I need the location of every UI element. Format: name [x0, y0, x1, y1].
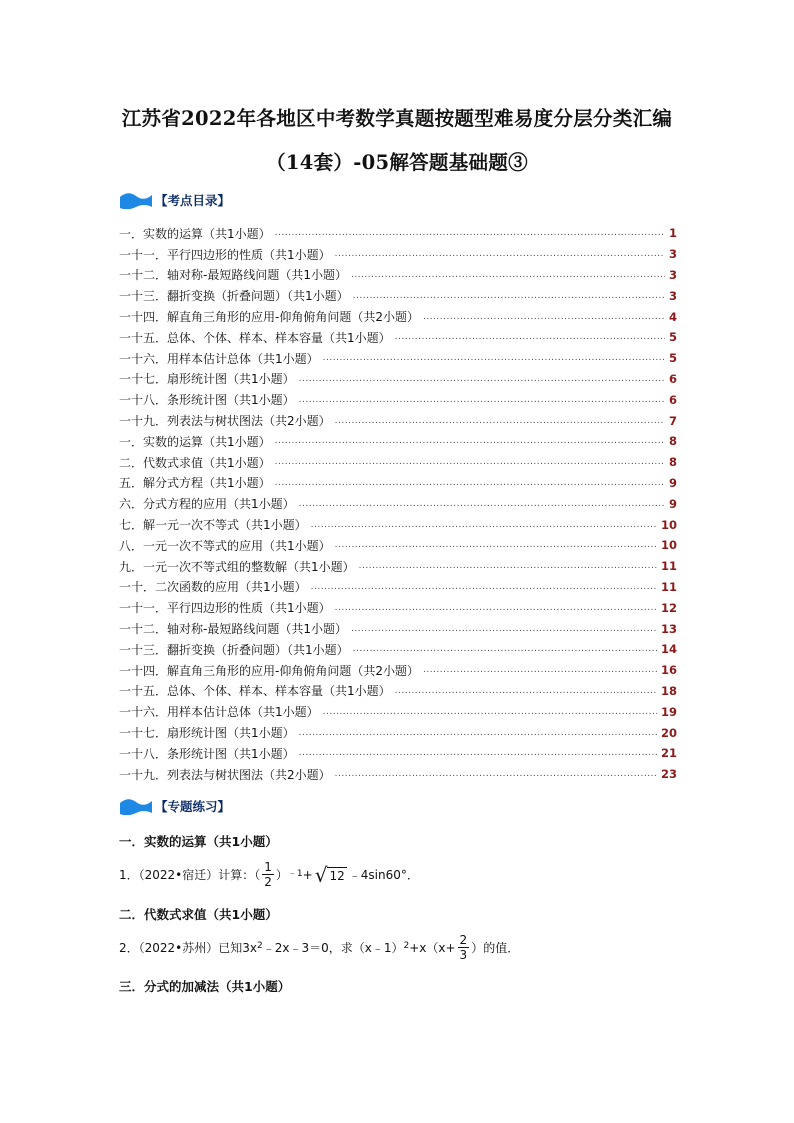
question-2-mid: ﹣2x﹣3＝0，求（x﹣1） [262, 941, 404, 955]
toc-entry-label: 一十七．扇形统计图（共1小题） [119, 372, 295, 387]
toc-entry-label: 一十二．轴对称-最短路线问题（共1小题） [119, 622, 347, 637]
question-2-prefix: 2．（2022•苏州）已知3x [119, 941, 257, 955]
dot-leader [359, 561, 657, 571]
toc-entry-label: 一．实数的运算（共1小题） [119, 434, 271, 449]
toc-entry[interactable] [119, 452, 677, 473]
toc-entry[interactable] [119, 244, 677, 265]
toc-entry-page-number: 19 [660, 704, 677, 719]
toc-entry-label: 一十四．解直角三角形的应用-仰角俯角问题（共2小题） [119, 310, 419, 325]
toc-entry[interactable] [119, 764, 677, 785]
fraction-denominator: 3 [459, 948, 468, 962]
dot-leader [275, 228, 665, 238]
dot-leader [323, 707, 657, 717]
toc-entry[interactable] [119, 681, 677, 702]
toc-entry[interactable] [119, 473, 677, 494]
toc-entry-label: 五．解分式方程（共1小题） [119, 476, 271, 491]
exponent: 2 [403, 940, 410, 951]
question-group-heading: 一．实数的运算（共1小题） [119, 834, 278, 849]
toc-entry[interactable] [119, 389, 677, 410]
table-of-contents [119, 223, 677, 785]
toc-entry[interactable] [119, 535, 677, 556]
toc-entry-label: 九．一元一次不等式组的整数解（共1小题） [119, 559, 355, 574]
exponent: ﹣1 [287, 869, 303, 879]
fraction-numerator: 1 [264, 860, 272, 874]
toc-entry-page-number: 4 [668, 309, 677, 324]
toc-entry[interactable] [119, 556, 677, 577]
toc-entry-label: 一十八．条形统计图（共1小题） [119, 393, 295, 408]
question-1-tail: ﹣4sin60°． [348, 868, 419, 882]
dot-leader [353, 291, 665, 301]
toc-entry-label: 一十一．平行四边形的性质（共1小题） [119, 601, 331, 616]
toc-entry-page-number: 11 [660, 579, 677, 594]
toc-entry-page-number: 14 [660, 642, 677, 657]
toc-entry-label: 一十八．条形统计图（共1小题） [119, 746, 295, 761]
dot-leader [335, 416, 665, 426]
toc-entry[interactable] [119, 514, 677, 535]
toc-entry-page-number: 16 [660, 663, 677, 678]
toc-entry[interactable] [119, 369, 677, 390]
question-1 [119, 860, 419, 889]
fraction-denominator: 2 [264, 875, 272, 889]
fraction-numerator: 2 [459, 933, 468, 947]
toc-entry[interactable] [119, 265, 677, 286]
toc-entry-page-number: 1 [668, 226, 677, 241]
question-2 [119, 933, 519, 962]
question-group-heading: 二．代数式求值（共1小题） [119, 907, 278, 922]
flag-icon [119, 191, 153, 209]
toc-entry-page-number: 3 [668, 247, 677, 262]
dot-leader [351, 270, 665, 280]
dot-leader [423, 665, 657, 675]
toc-entry[interactable] [119, 493, 677, 514]
toc-entry[interactable] [119, 618, 677, 639]
document-title-line-1: 江苏省2022年各地区中考数学真题按题型难易度分层分类汇编 [121, 107, 673, 130]
toc-entry-label: 一十五．总体、个体、样本、样本容量（共1小题） [119, 330, 391, 345]
fraction [458, 933, 470, 962]
toc-entry-page-number: 6 [668, 371, 677, 386]
dot-leader [335, 769, 657, 779]
toc-entry-label: 七．解一元一次不等式（共1小题） [119, 518, 307, 533]
toc-entry-label: 一．实数的运算（共1小题） [119, 226, 271, 241]
exponent: 2 [257, 940, 263, 951]
toc-entry-page-number: 21 [660, 746, 677, 761]
toc-heading [119, 190, 230, 210]
dot-leader [311, 582, 657, 592]
toc-entry[interactable] [119, 348, 677, 369]
toc-entry[interactable] [119, 306, 677, 327]
toc-entry-label: 一十．二次函数的应用（共1小题） [119, 580, 307, 595]
toc-entry-label: 一十九．列表法与树状图法（共2小题） [119, 767, 331, 782]
toc-entry-page-number: 23 [660, 767, 677, 782]
practice-heading-label: 【专题练习】 [155, 799, 231, 814]
toc-entry-label: 六．分式方程的应用（共1小题） [119, 497, 295, 512]
plus-sign: + [302, 867, 313, 882]
dot-leader [353, 644, 657, 654]
close-paren: ） [275, 868, 288, 882]
toc-entry[interactable] [119, 223, 677, 244]
toc-entry-page-number: 8 [668, 455, 677, 470]
toc-entry[interactable] [119, 410, 677, 431]
toc-entry[interactable] [119, 431, 677, 452]
toc-entry[interactable] [119, 577, 677, 598]
toc-entry[interactable] [119, 285, 677, 306]
toc-entry-label: 一十二．轴对称-最短路线问题（共1小题） [119, 268, 347, 283]
dot-leader [335, 603, 657, 613]
toc-entry-page-number: 11 [660, 559, 677, 574]
question-2-tail: ）的值． [471, 941, 520, 955]
question-2-mid2: +x（x+ [409, 941, 456, 955]
dot-leader [299, 499, 665, 509]
dot-leader [311, 520, 657, 530]
dot-leader [299, 728, 657, 738]
practice-heading [119, 796, 230, 816]
dot-leader [351, 624, 657, 634]
dot-leader [275, 436, 665, 446]
toc-entry-page-number: 10 [660, 538, 677, 553]
toc-entry-label: 八．一元一次不等式的应用（共1小题） [119, 538, 331, 553]
toc-entry-label: 一十六．用样本估计总体（共1小题） [119, 351, 319, 366]
dot-leader [395, 686, 657, 696]
toc-entry-page-number: 12 [660, 600, 677, 615]
dot-leader [299, 748, 657, 758]
dot-leader [335, 540, 657, 550]
toc-entry-page-number: 13 [660, 621, 677, 636]
toc-entry-page-number: 7 [668, 413, 677, 428]
toc-entry[interactable] [119, 743, 677, 764]
radicand: 12 [329, 868, 345, 883]
dot-leader [335, 249, 665, 259]
toc-entry-page-number: 9 [668, 475, 677, 490]
document-title-line-2: （14套）-05解答题基础题③ [266, 151, 528, 174]
dot-leader [423, 312, 665, 322]
toc-entry-page-number: 18 [660, 683, 677, 698]
question-1-prefix: 1．（2022•宿迁）计算：（ [119, 868, 261, 882]
dot-leader [395, 332, 665, 342]
toc-heading-label: 【考点目录】 [155, 193, 231, 208]
toc-entry[interactable] [119, 639, 677, 660]
toc-entry-label: 一十六．用样本估计总体（共1小题） [119, 705, 319, 720]
fraction [262, 860, 274, 889]
dot-leader [275, 457, 665, 467]
toc-entry-page-number: 10 [660, 517, 677, 532]
toc-entry[interactable] [119, 660, 677, 681]
dot-leader [275, 478, 665, 488]
toc-entry-label: 一十七．扇形统计图（共1小题） [119, 726, 295, 741]
dot-leader [299, 395, 665, 405]
toc-entry[interactable] [119, 597, 677, 618]
toc-entry[interactable] [119, 722, 677, 743]
radical-sign-icon: √ [314, 862, 328, 887]
toc-entry-page-number: 20 [660, 725, 677, 740]
toc-entry-label: 二．代数式求值（共1小题） [119, 455, 271, 470]
toc-entry-label: 一十三．翻折变换（折叠问题）（共1小题） [119, 289, 349, 304]
dot-leader [299, 374, 665, 384]
toc-entry-label: 一十一．平行四边形的性质（共1小题） [119, 247, 331, 262]
toc-entry-page-number: 5 [668, 351, 677, 366]
toc-entry-page-number: 9 [668, 496, 677, 511]
toc-entry[interactable] [119, 701, 677, 722]
toc-entry-page-number: 3 [668, 288, 677, 303]
toc-entry[interactable] [119, 327, 677, 348]
toc-entry-label: 一十三．翻折变换（折叠问题）（共1小题） [119, 642, 349, 657]
toc-entry-page-number: 8 [668, 434, 677, 449]
question-group-heading: 三．分式的加减法（共1小题） [119, 979, 291, 994]
toc-entry-label: 一十九．列表法与树状图法（共2小题） [119, 414, 331, 429]
toc-entry-label: 一十五．总体、个体、样本、样本容量（共1小题） [119, 684, 391, 699]
toc-entry-page-number: 5 [668, 330, 677, 345]
toc-entry-page-number: 3 [668, 267, 677, 282]
toc-entry-page-number: 6 [668, 392, 677, 407]
flag-icon [119, 797, 153, 815]
toc-entry-label: 一十四．解直角三角形的应用-仰角俯角问题（共2小题） [119, 663, 419, 678]
dot-leader [323, 353, 665, 363]
square-root [314, 862, 347, 887]
